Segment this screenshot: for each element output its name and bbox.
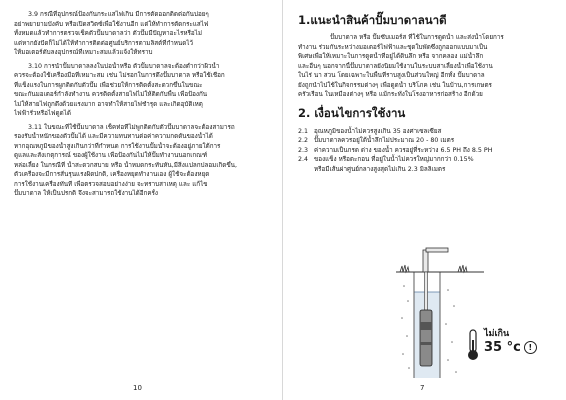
left-paragraph [14, 62, 268, 119]
text-line: พิเศษเพื่อให้เหมาะในการดูดน้ำที่อยู่ได้ดินลึก หรือ จากคลอง แม่น้ำลึก [298, 53, 484, 60]
exclamation-circle-icon: ! [524, 341, 537, 354]
text-line: 3.9 กรณีที่อุปกรณ์ป้องกันกระแสไฟเกิน มีการตัดออกติดต่อกันบ่อยๆ [28, 11, 209, 18]
thermometer-icon [466, 328, 480, 362]
product-intro-heading: 1.แนะนำสินค้าปั๊มบาดาลนาดี [298, 13, 447, 27]
text-line: ทั้งหมดแล้วทำการตรวจเช็คตัวปั๊มบาดาลว่า ตัวปั๊มมีปัญหาอะไรหรือไม่ [14, 30, 203, 37]
condition-text: อุณหภูมิของน้ำไม่ควรสูงเกิน 35 องศาเซลเซียส [314, 127, 442, 135]
text-line: ปั๊มบาดาล ให้เป็นปรกติ จึงจะสามารถใช้งานได้อีกครั้ง [14, 190, 159, 197]
text-line: 3.11 ในขณะที่ใช้ปั๊มบาดาล เช็คท่อทีไม่พูกติดกับตัวปั๊มบาดาลจะต้องสามารถ [28, 123, 235, 131]
condition-text: ของแข็ง หรือตะกอน ที่อยู่ในน้ำไม่ควรใหญ่มากกว่า 0.15% [314, 156, 474, 163]
text-line: รองรับน้ำหนักของตัวปั๊มได้ และมีความทนทานต่อค่าความกดดันของน้ำได้ [14, 133, 213, 140]
text-line: ควรจะต้องใช้เครื่องมือที่เหมาะสม เช่น ไม่รอกในการดึงปั๊มบาดาล หรือใช้เชือก [14, 72, 225, 79]
condition-item [298, 136, 556, 146]
warning-temperature: 35 °c ! [484, 340, 537, 355]
right-page [286, 0, 566, 400]
text-line: ไม่ให้สายไฟถูกดึงด้วยแรงมาก อาจทำให้สายไฟชำรุด และเกิดอุบัติเหตุ [14, 100, 203, 108]
usage-conditions-list [298, 127, 556, 165]
condition-number: 2.1 [298, 127, 309, 135]
left-page-body [14, 10, 268, 199]
condition-note: หรือมีเส้นผ่าศูนย์กลางสูงสุดไม่เกิน 2.3 มิลลิเมตร [314, 165, 446, 173]
text-line: 3.10 การนำปั๊มบาดาลลงในบ่อน้ำหรือ ตัวปั๊มบาดาลจะต้องต่ำกว่าผิวน้ำ [28, 62, 220, 70]
condition-number: 2.2 [298, 137, 309, 144]
text-line: อย่าพยายามบังคับ หรือเปิดสวิตซ์เพื่อใช้งานอีก แต่ให้ทำการตัดกระแสไฟ [14, 20, 209, 28]
condition-item [298, 146, 556, 156]
temperature-warning [484, 326, 537, 355]
text-line: ตัวเครื่องจะมีการสั่นรุนแรงผิดปกติ, เครื่องหยุดทำงานเอง ผู้ใช้จะต้องหยุด [14, 171, 210, 178]
text-line: หล่อเลี้ยง ในกรณีที่ น้ำสะดวกสบาย หรือ น้ำหมดกระทันหัน,มีสิ่งแปลกปลอมเกิดขึ้น, [14, 161, 237, 169]
page-divider [282, 0, 283, 400]
right-page-number: 7 [420, 384, 425, 392]
text-line: ดูแลและสังเกตุการณ์ ของผู้ใช้งาน เพื่อป้องกันไม่ให้ปั๊มทำงานนอกเกณฑ์ [14, 152, 208, 159]
text-line: แต่หากยังปัดก็ไม่ได้ให้ทำการติดต่อศูนย์บริการตามลิสต์ที่กำหนดไว้ [14, 39, 193, 47]
left-paragraph [14, 123, 268, 199]
text-line: การใช้งานเครื่องทันที เพื่อตรวจสอบอย่างง่าย จะทราบสาเหตุ และ แก้ไข [14, 180, 208, 188]
text-line: ยังถูกนำไปใช้ในกิจกรรมต่างๆ เพื่อดูดน้ำ บริโภค เช่น ในบ้าน,การเกษตร [298, 81, 492, 89]
text-line: ไฟฟ้ารั่วหรือไฟดูดได้ [14, 110, 71, 117]
left-paragraph [14, 10, 268, 58]
well-pump-illustration [396, 246, 484, 384]
condition-number: 2.3 [298, 146, 309, 154]
text-line: ปั๊มบาดาล หรือ ปั๊มซับเมอร์ส ที่ใช้ในการดูดน้ำ และส่งน้ำโดยการ [330, 34, 504, 41]
left-page [0, 0, 278, 400]
condition-text: ค่าความเป็นกรด ด่าง ของน้ำ ควรอยู่ที่ระหว่าง 6.5 PH ถึง 8.5 PH [314, 146, 493, 154]
usage-conditions-heading: 2. เงื่อนไขการใช้งาน [298, 105, 406, 120]
condition-text: ปั๊มบาดาลควรอยู่ใต้น้ำลึกไม่ประมาณ 20 - 80 เมตร [314, 137, 455, 144]
text-line: หากอุณหภูมิของน้ำสูงเกินกว่าที่กำหนด การใช้งานปั๊มน้ำจะต้องอยู่ภายใต้การ [14, 142, 221, 150]
text-line: และอื่นๆ นอกจากนี้ปั๊มบาดาลยังนิยมใช้งานในระบบสาเลี้ยงน้ำเพื่อใช้งาน [298, 62, 493, 70]
text-line: ทำงาน ร่วมกันระหว่างมอเตอร์ไฟฟ้าและชุดใบพัดซึ่งถูกออกแบบมาเป็น [298, 43, 488, 51]
text-line: ที่แข็งแรงในการผูกติดกับตัวปั๊ม เพื่อช่วยให้การติดตั้งสะดวกขึ้นในขณะ [14, 81, 203, 89]
condition-item [298, 155, 556, 165]
left-page-number: 10 [133, 384, 142, 392]
text-line: ให้มอเตอร์ดับลงอุปกรณ์ที่เหมาะสมแล้วแจ้งให้ทราบ [14, 49, 153, 56]
condition-number: 2.4 [298, 156, 309, 163]
condition-item [298, 127, 556, 137]
warning-title: ไม่เกิน [484, 329, 510, 339]
text-line: ในไร่ นา สวน โดยเฉพาะในพื้นที่ราบสูงเป็นส่วนใหญ่ อีกทั้ง ปั๊มบาดาล [298, 72, 485, 79]
text-line: ครัวเรือน ในเหมืองต่างๆ หรือ แม้กระทั่งในโรงอาหารก่อสร้าง อีกด้วย [298, 91, 483, 98]
product-intro-paragraph [298, 33, 556, 100]
text-line: ขณะกันมอเตอร์กำลังทำงาน ควรติดตั้งสายไฟไม่ให้ติดกับพื้น เพื่อป้องกัน [14, 91, 208, 98]
